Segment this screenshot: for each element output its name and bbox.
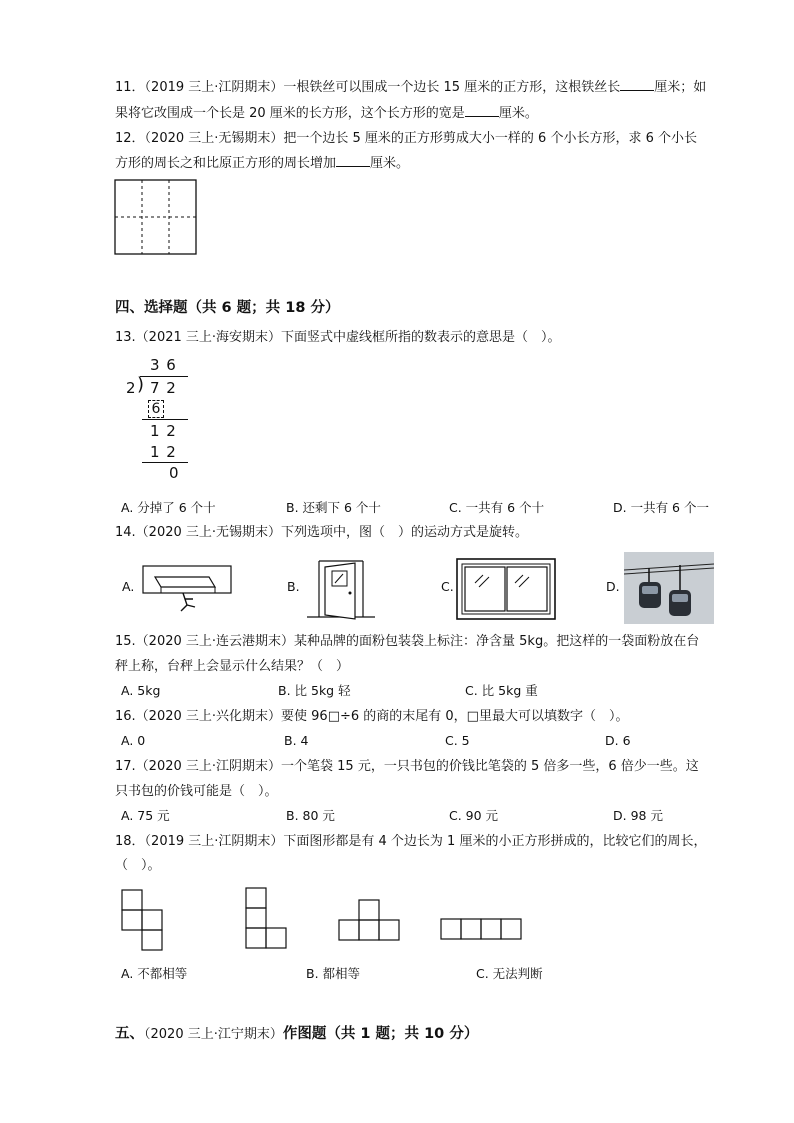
q15-option-b[interactable]: B. 比 5kg 轻 [278, 683, 351, 698]
door-icon [305, 557, 377, 623]
division-bracket: ) [137, 374, 145, 395]
division-bar [140, 376, 188, 377]
shape-t [337, 898, 403, 944]
q14-label-a[interactable]: A. [122, 579, 135, 594]
q14-stem: 14.（2020 三上·无锡期末）下列选项中，图（ ）的运动方式是旋转。 [115, 525, 529, 540]
q18-line1: 18．（2019 三上·江阴期末）下面图形都是有 4 个边长为 1 厘米的小正方形拼成的，比较它们的周长， [115, 834, 707, 849]
q13-option-c[interactable]: C. 一共有 6 个十 [449, 500, 545, 515]
cable-car-icon [624, 552, 714, 624]
subtraction-line [142, 419, 188, 420]
final-remainder: 0 [169, 464, 179, 482]
q13-option-d[interactable]: D. 一共有 6 个一 [613, 500, 709, 515]
q13-stem: 13.（2021 三上·海安期末）下面竖式中虚线框所指的数表示的意思是（ ）。 [115, 330, 561, 345]
long-division-figure [118, 356, 228, 484]
q16-option-b[interactable]: B. 4 [284, 733, 309, 748]
q13-option-b[interactable]: B. 还剩下 6 个十 [286, 500, 381, 515]
shape-line [439, 917, 525, 943]
answer-blank[interactable] [336, 154, 370, 167]
sliding-window-icon [455, 557, 557, 623]
q13-option-a[interactable]: A. 分掉了 6 个十 [121, 500, 216, 515]
q17-line1: 17.（2020 三上·江阴期末）一个笔袋 15 元，一只书包的价钱比笔袋的 5 倍多一些，6 倍少一些。这 [115, 759, 699, 774]
q12-line2: 方形的周长之和比原正方形的周长增加 厘米。 [115, 156, 410, 171]
q14-label-d[interactable]: D. [606, 579, 620, 594]
q18-option-b[interactable]: B. 都相等 [306, 966, 361, 981]
dividend: 7 2 [150, 379, 177, 397]
q14-label-c[interactable]: C. [441, 579, 454, 594]
q16-option-d[interactable]: D. 6 [605, 733, 631, 748]
q17-line2: 只书包的价钱可能是（ ）。 [115, 784, 278, 799]
q11-line1: 11．（2019 三上·江阴期末）一根铁丝可以围成一个边长 15 厘米的正方形，这根铁丝长 厘米；如 [115, 80, 707, 95]
q15-line2: 秤上称，台秤上会显示什么结果？（ ） [115, 659, 350, 674]
answer-blank[interactable] [620, 78, 654, 91]
divisor: 2 [126, 379, 136, 397]
q18-option-c[interactable]: C. 无法判断 [476, 966, 543, 981]
q17-option-a[interactable]: A. 75 元 [121, 808, 170, 823]
shape-zigzag [120, 888, 166, 954]
q17-option-c[interactable]: C. 90 元 [449, 808, 499, 823]
q17-option-d[interactable]: D. 98 元 [613, 808, 663, 823]
shape-l [244, 886, 290, 952]
q11-line2: 果将它改围成一个长是 20 厘米的长方形，这个长方形的宽是 厘米。 [115, 106, 538, 121]
remainder-row: 1 2 [150, 422, 177, 440]
section-4-title: 四、选择题（共 6 题；共 18 分） [115, 300, 340, 316]
q12-line1: 12．（2020 三上·无锡期末）把一个边长 5 厘米的正方形剪成大小一样的 6 个小长方形，求 6 个小长 [115, 131, 697, 146]
quotient: 3 6 [150, 356, 177, 374]
q16-stem: 16.（2020 三上·兴化期末）要使 96□÷6 的商的末尾有 0，□里最大可以填数字（ ）。 [115, 709, 629, 724]
q18-option-a[interactable]: A. 不都相等 [121, 966, 188, 981]
answer-blank[interactable] [465, 104, 499, 117]
subtraction-line [142, 462, 188, 463]
q14-label-b[interactable]: B. [287, 579, 300, 594]
cut-square-figure [114, 179, 198, 257]
q16-option-a[interactable]: A. 0 [121, 733, 146, 748]
q15-line1: 15.（2020 三上·连云港期末）某种品牌的面粉包装袋上标注：净含量 5kg。把这样的一袋面粉放在台 [115, 634, 700, 649]
drawer-icon [141, 563, 233, 615]
section-5-title: 五、（2020 三上·江宁期末）作图题（共 1 题；共 10 分） [115, 1026, 479, 1042]
q18-line2: （ ）。 [115, 858, 161, 873]
q17-option-b[interactable]: B. 80 元 [286, 808, 335, 823]
q15-option-c[interactable]: C. 比 5kg 重 [465, 683, 538, 698]
q16-option-c[interactable]: C. 5 [445, 733, 470, 748]
product-row: 1 2 [150, 443, 177, 461]
dashed-box: 6 [148, 400, 164, 418]
q15-option-a[interactable]: A. 5kg [121, 683, 161, 698]
